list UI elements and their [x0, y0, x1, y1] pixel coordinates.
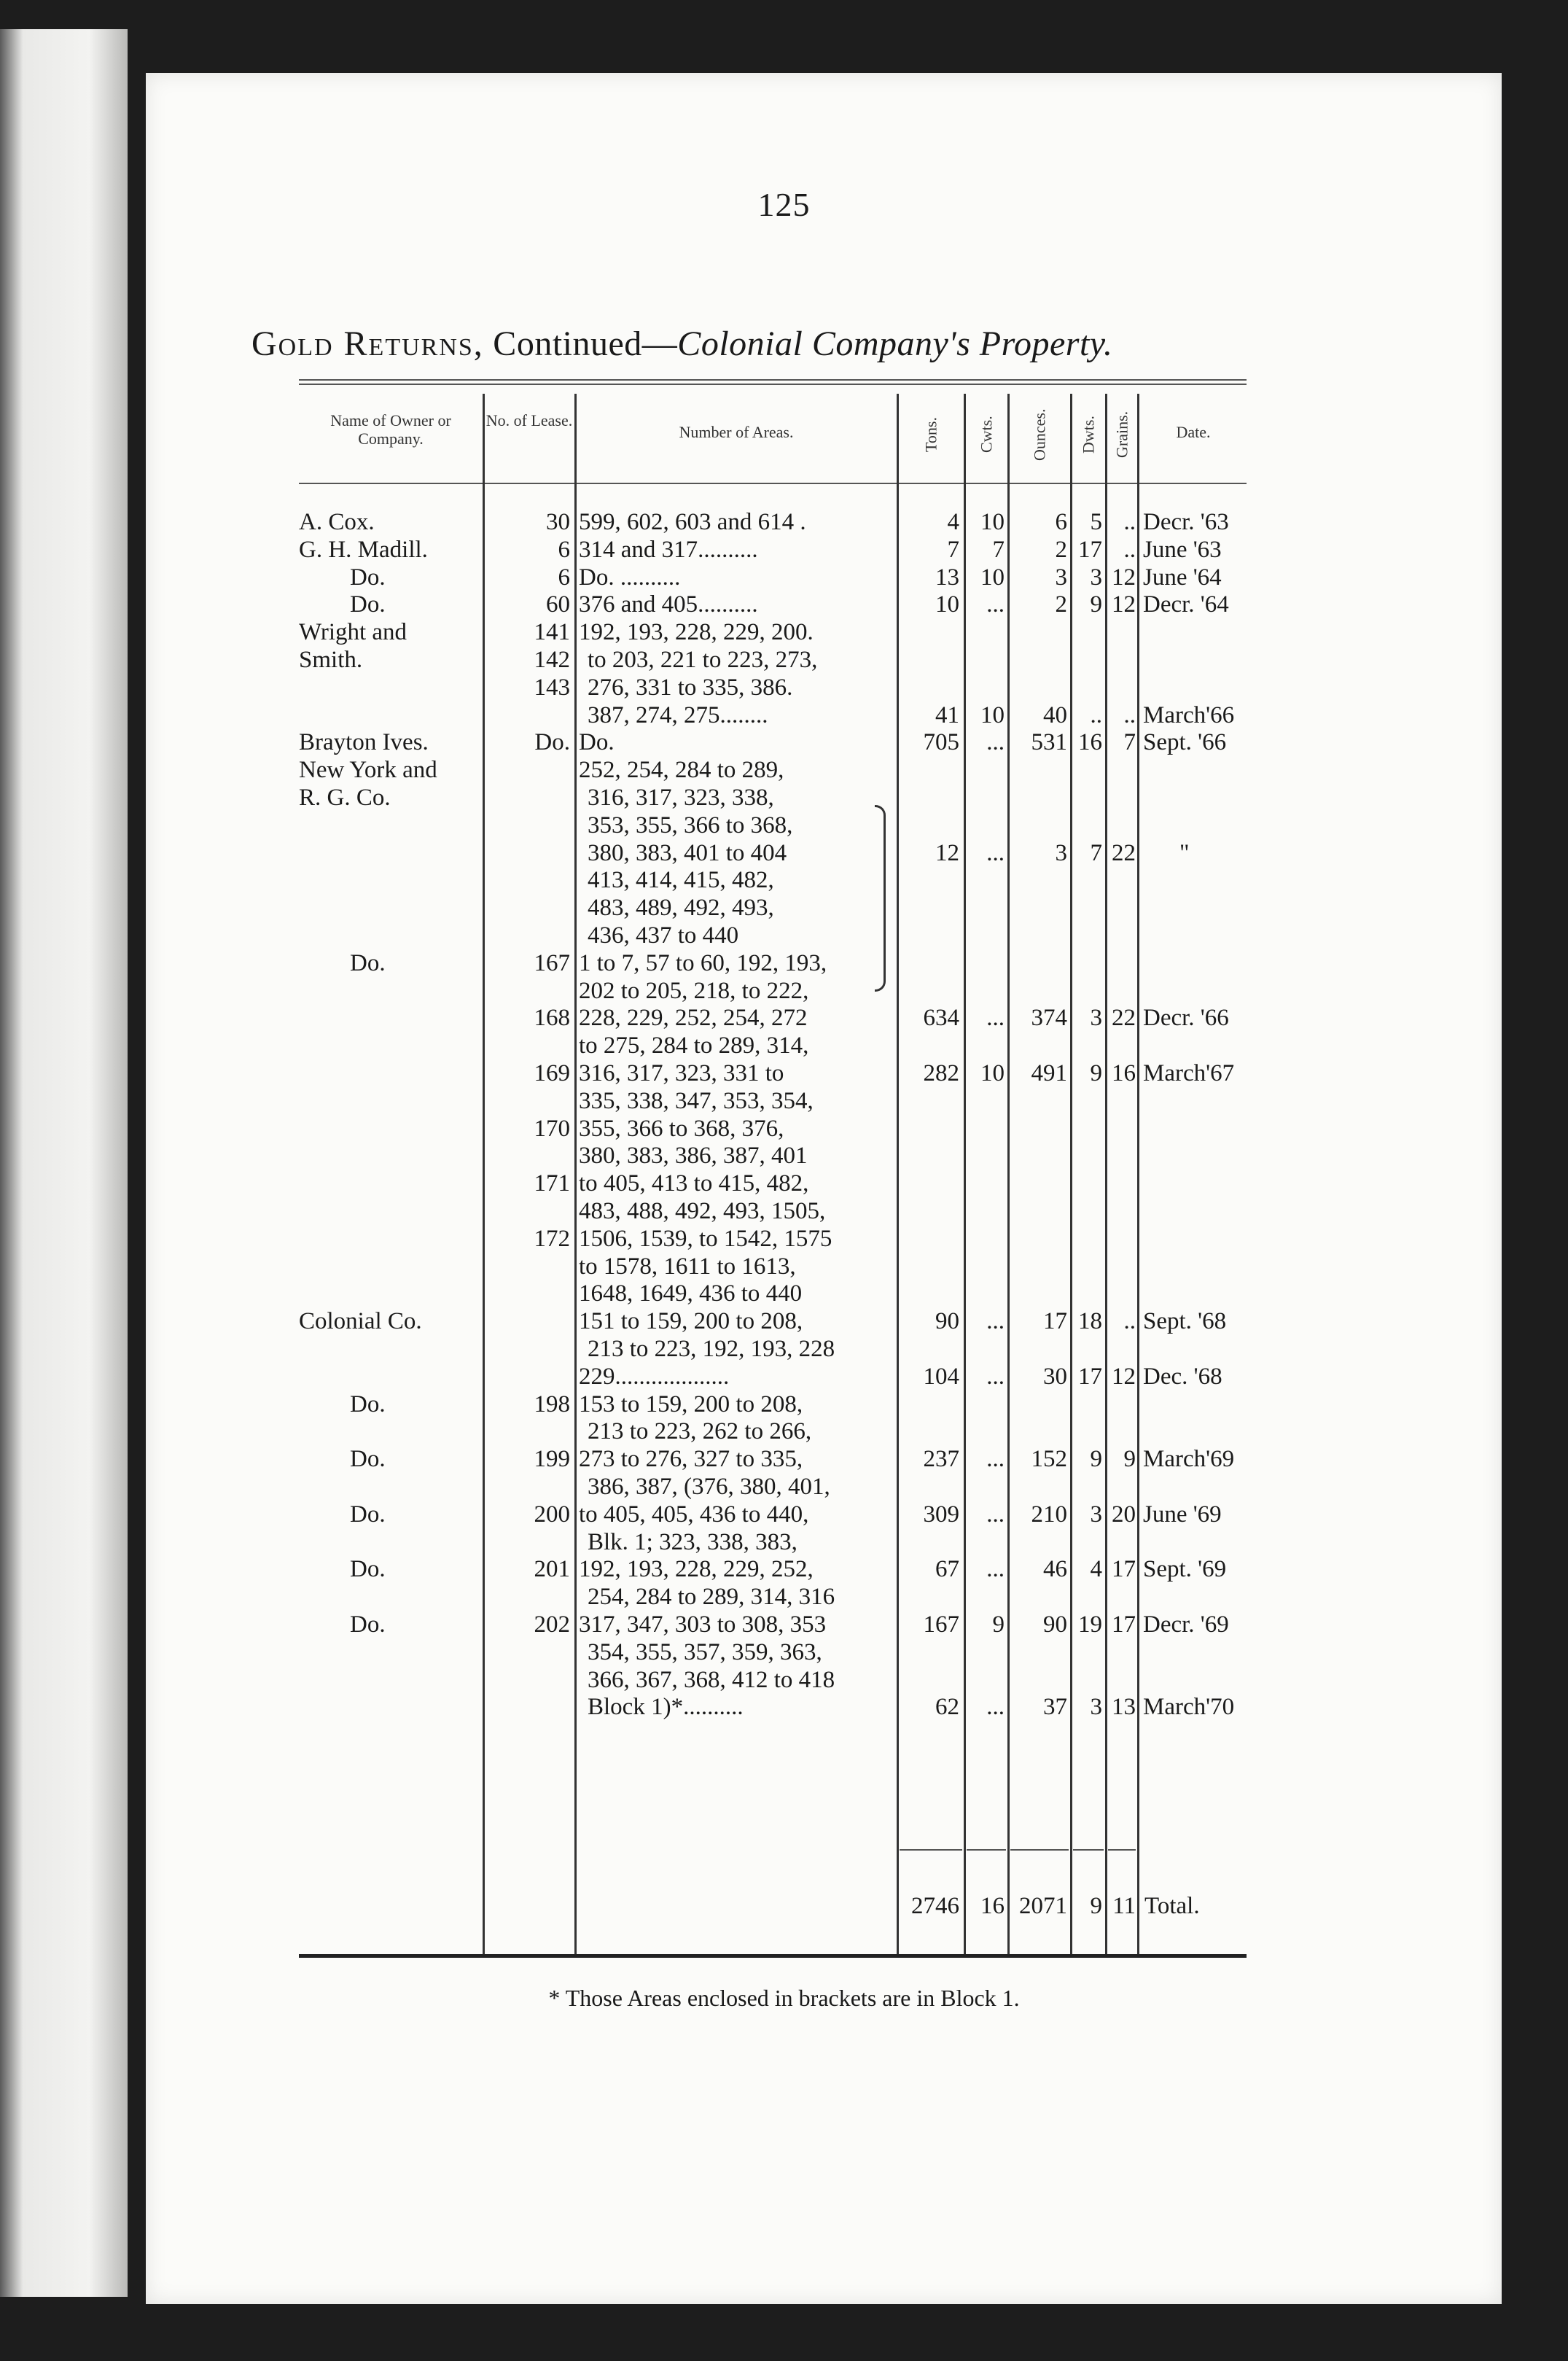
areas-text: 153 to 159, 200 to 208, [579, 1390, 803, 1417]
owner-name: Do. [350, 1446, 386, 1473]
lease-number: 142 [534, 647, 570, 673]
date-value: Decr. '64 [1143, 591, 1229, 618]
areas-text: 276, 331 to 335, 386. [588, 674, 793, 701]
owner-name: Brayton Ives. [299, 729, 429, 756]
dwts-value: 3 [1090, 1501, 1102, 1528]
areas-text: Blk. 1; 323, 338, 383, [588, 1528, 797, 1555]
lease-number: 6 [558, 564, 570, 591]
owner-name: Do. [350, 1501, 386, 1528]
date-value: March'69 [1143, 1446, 1235, 1473]
header-date: Date. [1176, 423, 1211, 441]
gold-returns-table [299, 379, 1254, 1961]
areas-text: Do. [579, 729, 615, 756]
tons-value: 309 [923, 1501, 959, 1528]
lease-number: 200 [534, 1501, 570, 1528]
owner-name: Do. [350, 1390, 386, 1417]
lease-number: 172 [534, 1225, 570, 1252]
dwts-value [1072, 1391, 1102, 1417]
date-value: Sept. '69 [1143, 1556, 1227, 1583]
owner-name: Do. [350, 949, 386, 976]
dwts-value: 4 [1090, 1556, 1102, 1583]
areas-text: 1648, 1649, 436 to 440 [579, 1280, 803, 1307]
areas-text: Block 1)*.......... [588, 1694, 744, 1721]
areas-text: 229................... [579, 1363, 730, 1390]
lease-number: 169 [534, 1060, 570, 1086]
dwts-value: 9 [1090, 1060, 1102, 1086]
areas-text: 254, 284 to 289, 314, 316 [588, 1584, 835, 1611]
total-dwts: 9 [1090, 1893, 1102, 1919]
date-value: Decr. '63 [1143, 509, 1229, 535]
grains-value: 17 [1112, 1556, 1136, 1583]
dwts-value: 19 [1078, 1611, 1102, 1638]
areas-text: 335, 338, 347, 353, 354, [579, 1087, 814, 1114]
total-tons: 2746 [911, 1893, 959, 1919]
tons-value [898, 1391, 959, 1417]
areas-text: 599, 602, 603 and 614 . [579, 509, 806, 535]
areas-text: 1506, 1539, to 1542, 1575 [579, 1225, 832, 1252]
areas-text: 202 to 205, 218, to 222, [579, 977, 809, 1004]
header-areas: Number of Areas. [679, 423, 794, 441]
areas-text: to 405, 413 to 415, 482, [579, 1170, 809, 1197]
lease-number: 201 [534, 1556, 570, 1583]
adjacent-page-edge [0, 29, 128, 2297]
ounces-value: 3 [1055, 839, 1067, 866]
lease-number: 171 [534, 1170, 570, 1197]
lease-number: 198 [534, 1390, 570, 1417]
lease-number: 167 [534, 949, 570, 976]
title-part-2: Continued— [493, 324, 678, 363]
tons-value: 10 [935, 591, 959, 618]
ounces-value: 2 [1055, 536, 1067, 563]
areas-text: 314 and 317.......... [579, 536, 758, 563]
col-divider-2 [574, 394, 577, 1954]
cwts-value: ... [986, 1556, 1005, 1583]
grains-value: 17 [1112, 1611, 1136, 1638]
date-value [1143, 1391, 1249, 1417]
grains-value: 9 [1123, 1446, 1136, 1473]
ounces-value: 17 [1043, 1308, 1067, 1335]
ounces-value [1009, 1391, 1067, 1417]
areas-text: 483, 488, 492, 493, 1505, [579, 1198, 826, 1224]
header-dwts: Dwts. [1079, 416, 1098, 454]
ounces-value: 40 [1043, 701, 1067, 728]
areas-text: 192, 193, 228, 229, 200. [579, 619, 814, 646]
cwts-value: 10 [980, 509, 1005, 535]
ounces-value: 491 [1031, 1060, 1067, 1086]
ounces-value: 90 [1043, 1611, 1067, 1638]
areas-text: 387, 274, 275........ [588, 701, 768, 728]
dwts-value: 17 [1078, 1363, 1102, 1390]
areas-text: to 405, 405, 436 to 440, [579, 1501, 809, 1528]
title-part-3: Colonial Company's Property. [677, 324, 1113, 363]
areas-text: 355, 366 to 368, 376, [579, 1115, 784, 1142]
ounces-value: 2 [1055, 591, 1067, 618]
ounces-value: 210 [1031, 1501, 1067, 1528]
date-value: Decr. '69 [1143, 1611, 1229, 1638]
lease-number: 141 [534, 619, 570, 646]
lease-number: 168 [534, 1005, 570, 1032]
header-cwts: Cwts. [977, 416, 996, 454]
tons-value: 62 [935, 1694, 959, 1721]
areas-text: 380, 383, 401 to 404 [588, 839, 787, 866]
table-top-rule [299, 379, 1247, 381]
tons-value: 167 [923, 1611, 959, 1638]
cwts-value: ... [986, 1501, 1005, 1528]
date-value: June '63 [1143, 536, 1222, 563]
cwts-value: ... [986, 839, 1005, 866]
areas-text: 151 to 159, 200 to 208, [579, 1308, 803, 1335]
tons-value: 67 [935, 1556, 959, 1583]
cwts-value: 9 [992, 1611, 1005, 1638]
cwts-value: ... [986, 1363, 1005, 1390]
areas-text: 192, 193, 228, 229, 252, [579, 1556, 814, 1583]
dwts-value: 3 [1090, 1694, 1102, 1721]
date-value: Decr. '66 [1143, 1005, 1229, 1032]
ounces-value: 30 [1043, 1363, 1067, 1390]
total-rule-grains [1108, 1849, 1136, 1851]
dwts-value: 5 [1090, 509, 1102, 535]
owner-name: Do. [350, 1611, 386, 1638]
areas-text: to 1578, 1611 to 1613, [579, 1253, 796, 1280]
dwts-value: 3 [1090, 1005, 1102, 1032]
cwts-value: ... [986, 729, 1005, 756]
ounces-value: 37 [1043, 1694, 1067, 1721]
grains-value: 7 [1123, 729, 1136, 756]
tons-value: 4 [947, 509, 959, 535]
page-number: 125 [757, 186, 811, 223]
owner-name: R. G. Co. [299, 785, 391, 811]
total-label: Total. [1144, 1893, 1200, 1919]
areas-text: 273 to 276, 327 to 335, [579, 1446, 803, 1473]
date-value: Dec. '68 [1143, 1363, 1222, 1390]
tons-value: 13 [935, 564, 959, 591]
date-value: March'70 [1143, 1694, 1235, 1721]
tons-value: 104 [923, 1363, 959, 1390]
header-owner: Name of Owner or Company. [330, 411, 451, 448]
tons-value: 237 [923, 1446, 959, 1473]
areas-text: 354, 355, 357, 359, 363, [588, 1638, 822, 1665]
date-value: March'66 [1143, 701, 1235, 728]
lease-number: Do. [534, 729, 570, 756]
table-bottom-rule [299, 1954, 1247, 1958]
ounces-value: 152 [1031, 1446, 1067, 1473]
owner-name: G. H. Madill. [299, 536, 428, 563]
dwts-value: 17 [1078, 536, 1102, 563]
owner-name: Wright and [299, 619, 407, 646]
owner-name: Do. [350, 591, 386, 618]
cwts-value: ... [986, 1694, 1005, 1721]
tons-value: 12 [935, 839, 959, 866]
ounces-value: 46 [1043, 1556, 1067, 1583]
tons-value: 634 [923, 1005, 959, 1032]
cwts-value: 10 [980, 701, 1005, 728]
tons-value: 282 [923, 1060, 959, 1086]
date-value: June '64 [1143, 564, 1222, 591]
lease-number: 30 [546, 509, 570, 535]
areas-text: Do. .......... [579, 564, 681, 591]
date-value: " [1179, 839, 1190, 866]
grains-value: .. [1123, 701, 1136, 728]
areas-text: 353, 355, 366 to 368, [588, 812, 793, 839]
areas-text: 483, 489, 492, 493, [588, 895, 774, 922]
total-grains: 11 [1112, 1893, 1136, 1919]
grains-value [1107, 1391, 1136, 1417]
areas-text: 436, 437 to 440 [588, 922, 739, 949]
title-part-1: Gold Returns, [251, 324, 484, 363]
header-grains: Grains. [1112, 411, 1131, 459]
header-ounces: Ounces. [1030, 408, 1049, 461]
areas-text: 316, 317, 323, 338, [588, 785, 774, 811]
total-rule-dwts [1073, 1849, 1104, 1851]
areas-text: to 275, 284 to 289, 314, [579, 1032, 809, 1059]
date-value: Sept. '66 [1143, 729, 1227, 756]
areas-text: 213 to 223, 262 to 266, [588, 1418, 812, 1445]
lease-number: 6 [558, 536, 570, 563]
owner-name: New York and [299, 757, 437, 784]
lease-number: 202 [534, 1611, 570, 1638]
footnote: * Those Areas enclosed in brackets are in Block 1. [548, 1985, 1020, 2011]
grains-value: .. [1123, 509, 1136, 535]
owner-name: A. Cox. [299, 509, 375, 535]
cwts-value: 7 [992, 536, 1005, 563]
tons-value: 7 [947, 536, 959, 563]
cwts-value: ... [986, 1005, 1005, 1032]
owner-name: Colonial Co. [299, 1308, 422, 1335]
grains-value: 12 [1112, 1363, 1136, 1390]
grains-value: .. [1123, 1308, 1136, 1335]
grains-value: 22 [1112, 839, 1136, 866]
table-top-rule-2 [299, 384, 1247, 385]
total-cwts: 16 [980, 1893, 1005, 1919]
dwts-value: 16 [1078, 729, 1102, 756]
tons-value: 41 [935, 701, 959, 728]
areas-text: 228, 229, 252, 254, 272 [579, 1005, 808, 1032]
cwts-value: ... [986, 1308, 1005, 1335]
ounces-value: 374 [1031, 1005, 1067, 1032]
bracket-mark [875, 805, 886, 992]
tons-value: 705 [923, 729, 959, 756]
date-value: June '69 [1143, 1501, 1222, 1528]
dwts-value: 3 [1090, 564, 1102, 591]
total-rule-ounces [1010, 1849, 1069, 1851]
areas-text: 252, 254, 284 to 289, [579, 757, 784, 784]
total-ounces: 2071 [1019, 1893, 1067, 1919]
date-value: Sept. '68 [1143, 1308, 1227, 1335]
cwts-value: ... [986, 591, 1005, 618]
areas-text: 376 and 405.......... [579, 591, 758, 618]
areas-text: 413, 414, 415, 482, [588, 867, 774, 894]
dwts-value: 9 [1090, 591, 1102, 618]
lease-number: 170 [534, 1115, 570, 1142]
lease-number: 143 [534, 674, 570, 701]
owner-name: Smith. [299, 647, 363, 673]
col-divider-8 [1137, 394, 1139, 1954]
header-lease: No. of Lease. [485, 411, 573, 429]
areas-text: 316, 317, 323, 331 to [579, 1060, 784, 1086]
ounces-value: 3 [1055, 564, 1067, 591]
grains-value: .. [1123, 536, 1136, 563]
cwts-value: 10 [980, 1060, 1005, 1086]
areas-text: 380, 383, 386, 387, 401 [579, 1143, 808, 1170]
cwts-value [965, 1391, 1005, 1417]
cwts-value: ... [986, 1446, 1005, 1473]
grains-value: 20 [1112, 1501, 1136, 1528]
header-tons: Tons. [921, 417, 940, 452]
dwts-value: 18 [1078, 1308, 1102, 1335]
grains-value: 13 [1112, 1694, 1136, 1721]
grains-value: 22 [1112, 1005, 1136, 1032]
areas-text: 366, 367, 368, 412 to 418 [588, 1666, 835, 1693]
grains-value: 12 [1112, 564, 1136, 591]
lease-number: 60 [546, 591, 570, 618]
col-divider-1 [483, 394, 485, 1954]
ounces-value: 6 [1055, 509, 1067, 535]
dwts-value: 9 [1090, 1446, 1102, 1473]
cwts-value: 10 [980, 564, 1005, 591]
lease-number: 199 [534, 1446, 570, 1473]
grains-value: 16 [1112, 1060, 1136, 1086]
areas-text: 317, 347, 303 to 308, 353 [579, 1611, 827, 1638]
grains-value: 12 [1112, 591, 1136, 618]
dwts-value: .. [1090, 701, 1102, 728]
owner-name: Do. [350, 564, 386, 591]
total-rule-cwts [967, 1849, 1006, 1851]
header-bottom-rule [299, 483, 1247, 484]
page-title [251, 324, 1287, 364]
date-value: March'67 [1143, 1060, 1235, 1086]
dwts-value: 7 [1090, 839, 1102, 866]
tons-value: 90 [935, 1308, 959, 1335]
areas-text: 1 to 7, 57 to 60, 192, 193, [579, 949, 827, 976]
areas-text: to 203, 221 to 223, 273, [588, 647, 818, 673]
ounces-value: 531 [1031, 729, 1067, 756]
total-rule-tons [900, 1849, 962, 1851]
areas-text: 213 to 223, 192, 193, 228 [588, 1336, 835, 1362]
owner-name: Do. [350, 1556, 386, 1583]
areas-text: 386, 387, (376, 380, 401, [588, 1474, 830, 1500]
